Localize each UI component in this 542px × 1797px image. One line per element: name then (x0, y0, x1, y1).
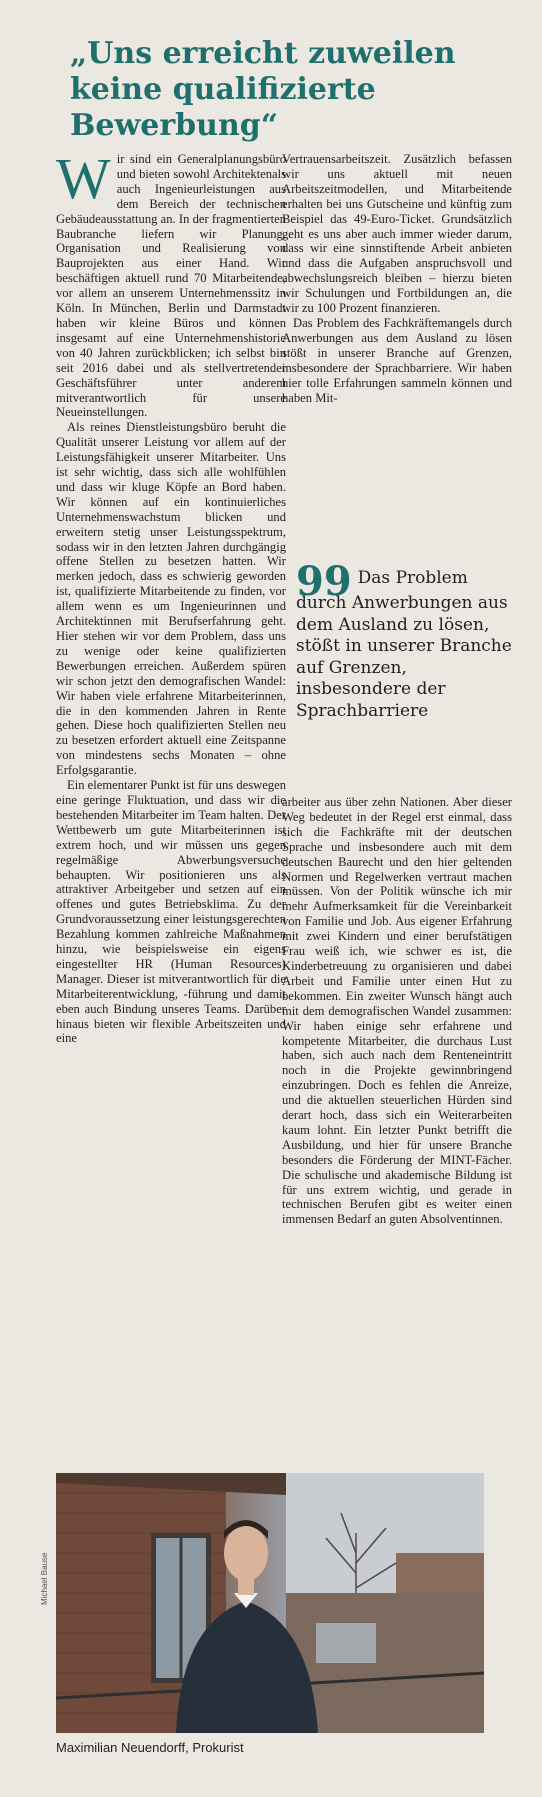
paragraph-5: Das Problem des Fachkräftemangels durch Anwerbungen aus dem Ausland zu lösen stößt in unserer Branche auf Grenzen, insbesondere der Sprachbarriere. Wir haben hier tolle Erfahrungen sammeln können und haben Mit- (282, 315, 512, 405)
portrait-illustration (56, 1473, 484, 1733)
portrait-photo (56, 1473, 484, 1733)
pull-quote (296, 558, 516, 722)
paragraph-3: Ein elementarer Punkt ist für uns deswegen eine geringe Fluktuation, und dass wir die bestehenden Mitarbeiter im Team halten. Der Wettbewerb um gute Mitarbeiterinnen ist extrem hoch, und wir müssen uns gegen regelmäßige Abwerbungsversuche behaupten. Wir positionieren uns als attraktiver Arbeitgeber und setzen auf ein offenes und gutes Betriebsklima. Zu der Grundvoraussetzung einer leistungsgerechten Bezahlung kommen zahlreiche Maßnahmen hinzu, wie beispielsweise ein eigens eingestellter HR (Human Resources) Manager. Dieser ist mitverantwortlich für die Mitarbeiterentwicklung, -führung und damit eben auch Bindung unseres Teams. Darüber hinaus bieten wir flexible Arbeitszeiten und eine (56, 778, 286, 1046)
photo-caption: Maximilian Neuendorff, Prokurist (56, 1740, 244, 1755)
paragraph-2: Als reines Dienstleistungsbüro beruht die Qualität unserer Leistung vor allem auf der Leistungsfähigkeit unserer Mitarbeiter. Uns ist sehr wichtig, dass sich alle wohlfühlen und dass wir kluge Köpfe an Bord haben. Wir können auf ein kontinuierliches Unternehmenswachstum blicken und erweitern stetig unser Leistungsspektrum, sodass wir in den letzten Jahren durchgängig offene Stellen zu besetzen hatten. Wir merken jedoch, dass es schwierig geworden ist, qualifizierte Mitarbeitende zu finden, vor allem wenn es um Ingenieurinnen und Architektinnen mit Berufserfahrung geht. Hier stehen wir vor dem Problem, dass uns zu wenige oder keine qualifizierten Bewerbungen erreichen. Außerdem spüren wir schon jetzt den demografischen Wandel: Wir haben viele erfahrene Mitarbeiterinnen, die in den kommenden Jahren in Rente gehen. Diese hoch qualifizierten Stellen neu zu besetzen erfordert aktuell eine Zeitspanne von mindestens sechs Monaten – ohne Erfolgsgarantie. (56, 420, 286, 778)
paragraph-1 (56, 146, 286, 420)
article-column-left (56, 146, 286, 1432)
drop-cap: W (56, 146, 111, 211)
article-column-right-bottom (282, 795, 512, 1435)
article-column-right-top (282, 152, 512, 552)
headline: „Uns erreicht zuweilen keine qualifizierte Bewerbung“ (70, 36, 456, 143)
pull-quote-text: Das Problem durch Anwerbungen aus dem Ausland zu lösen, stößt in unserer Branche auf Grenzen, insbesondere der Sprachbarriere (296, 568, 512, 721)
quote-mark-icon: 99 (296, 558, 352, 605)
paragraph-4: Vertrauensarbeitszeit. Zusätzlich befassen wir uns aktuell mit neuen Arbeitszeitmodellen, und Mitarbeitende erhalten bei uns Gutscheine und künftig zum Beispiel das 49-Euro-Ticket. Grundsätzlich geht es uns aber auch immer wieder darum, dass wir eine sinnstiftende Arbeit anbieten und dass die Aufgaben anspruchsvoll und abwechslungsreich bleiben – hierzu bieten wir Schulungen und Fortbildungen an, die wir zu 100 Prozent finanzieren. (282, 152, 512, 316)
paragraph-1-text: ir sind ein Generalplanungsbüro und bieten sowohl Architektenals auch Ingenieurleistungen aus dem Bereich der technischen Gebäudeausstattung an. In der fragmentierten Baubranche liefern wir Planung, Organisation und Realisierung von Bauprojekten aus einer Hand. Wir beschäftigen aktuell rund 70 Mitarbeitende, vor allem an unserem Unternehmenssitz in Köln. In München, Berlin und Darmstadt haben wir kleine Büros und können insgesamt auf eine Unternehmenshistorie von 40 Jahren zurückblicken; ich selbst bin seit 2016 dabei und als stellvertretender Geschäftsführer unter anderem mitverantwortlich für unsere Neueinstellungen. (56, 152, 286, 420)
photo-credit: Michael Bause (40, 1552, 49, 1605)
paragraph-6: arbeiter aus über zehn Nationen. Aber dieser Weg bedeutet in der Regel erst einmal, dass sich die Fachkräfte mit der deutschen Sprache und insbesondere auch mit dem deutschen Baurecht und den hier geltenden Normen und Regelwerken vertraut machen müssen. Von der Politik wünsche ich mir mehr Aufmerksamkeit für die Vereinbarkeit von Familie und Job. Aus eigener Erfahrung mit zwei Kindern und einer berufstätigen Frau weiß ich, wie schwer es ist, die Kinderbetreuung zu organisieren und dabei Arbeit und Familie unter einen Hut zu bekommen. Ein zweiter Wunsch hängt auch mit dem demografischen Wandel zusammen: Wir haben einige sehr erfahrene und kompetente Mitarbeiter, die durchaus Lust haben, sich auch nach dem Renteneintritt noch in die Projekte gewinnbringend einzubringen. Doch es fehlen die Anreize, und die aktuellen steuerlichen Hürden sind derart hoch, dass sich ein Weiterarbeiten kaum lohnt. Ein letzter Punkt betrifft die Ausbildung, und hier für unsere Branche besonders die Förderung der MINT-Fächer. Die schulische und akademische Bildung ist für uns extrem wichtig, und gerade in technischen Berufen gibt es weiter einen immensen Bedarf an guten Absolventinnen. (282, 795, 512, 1227)
